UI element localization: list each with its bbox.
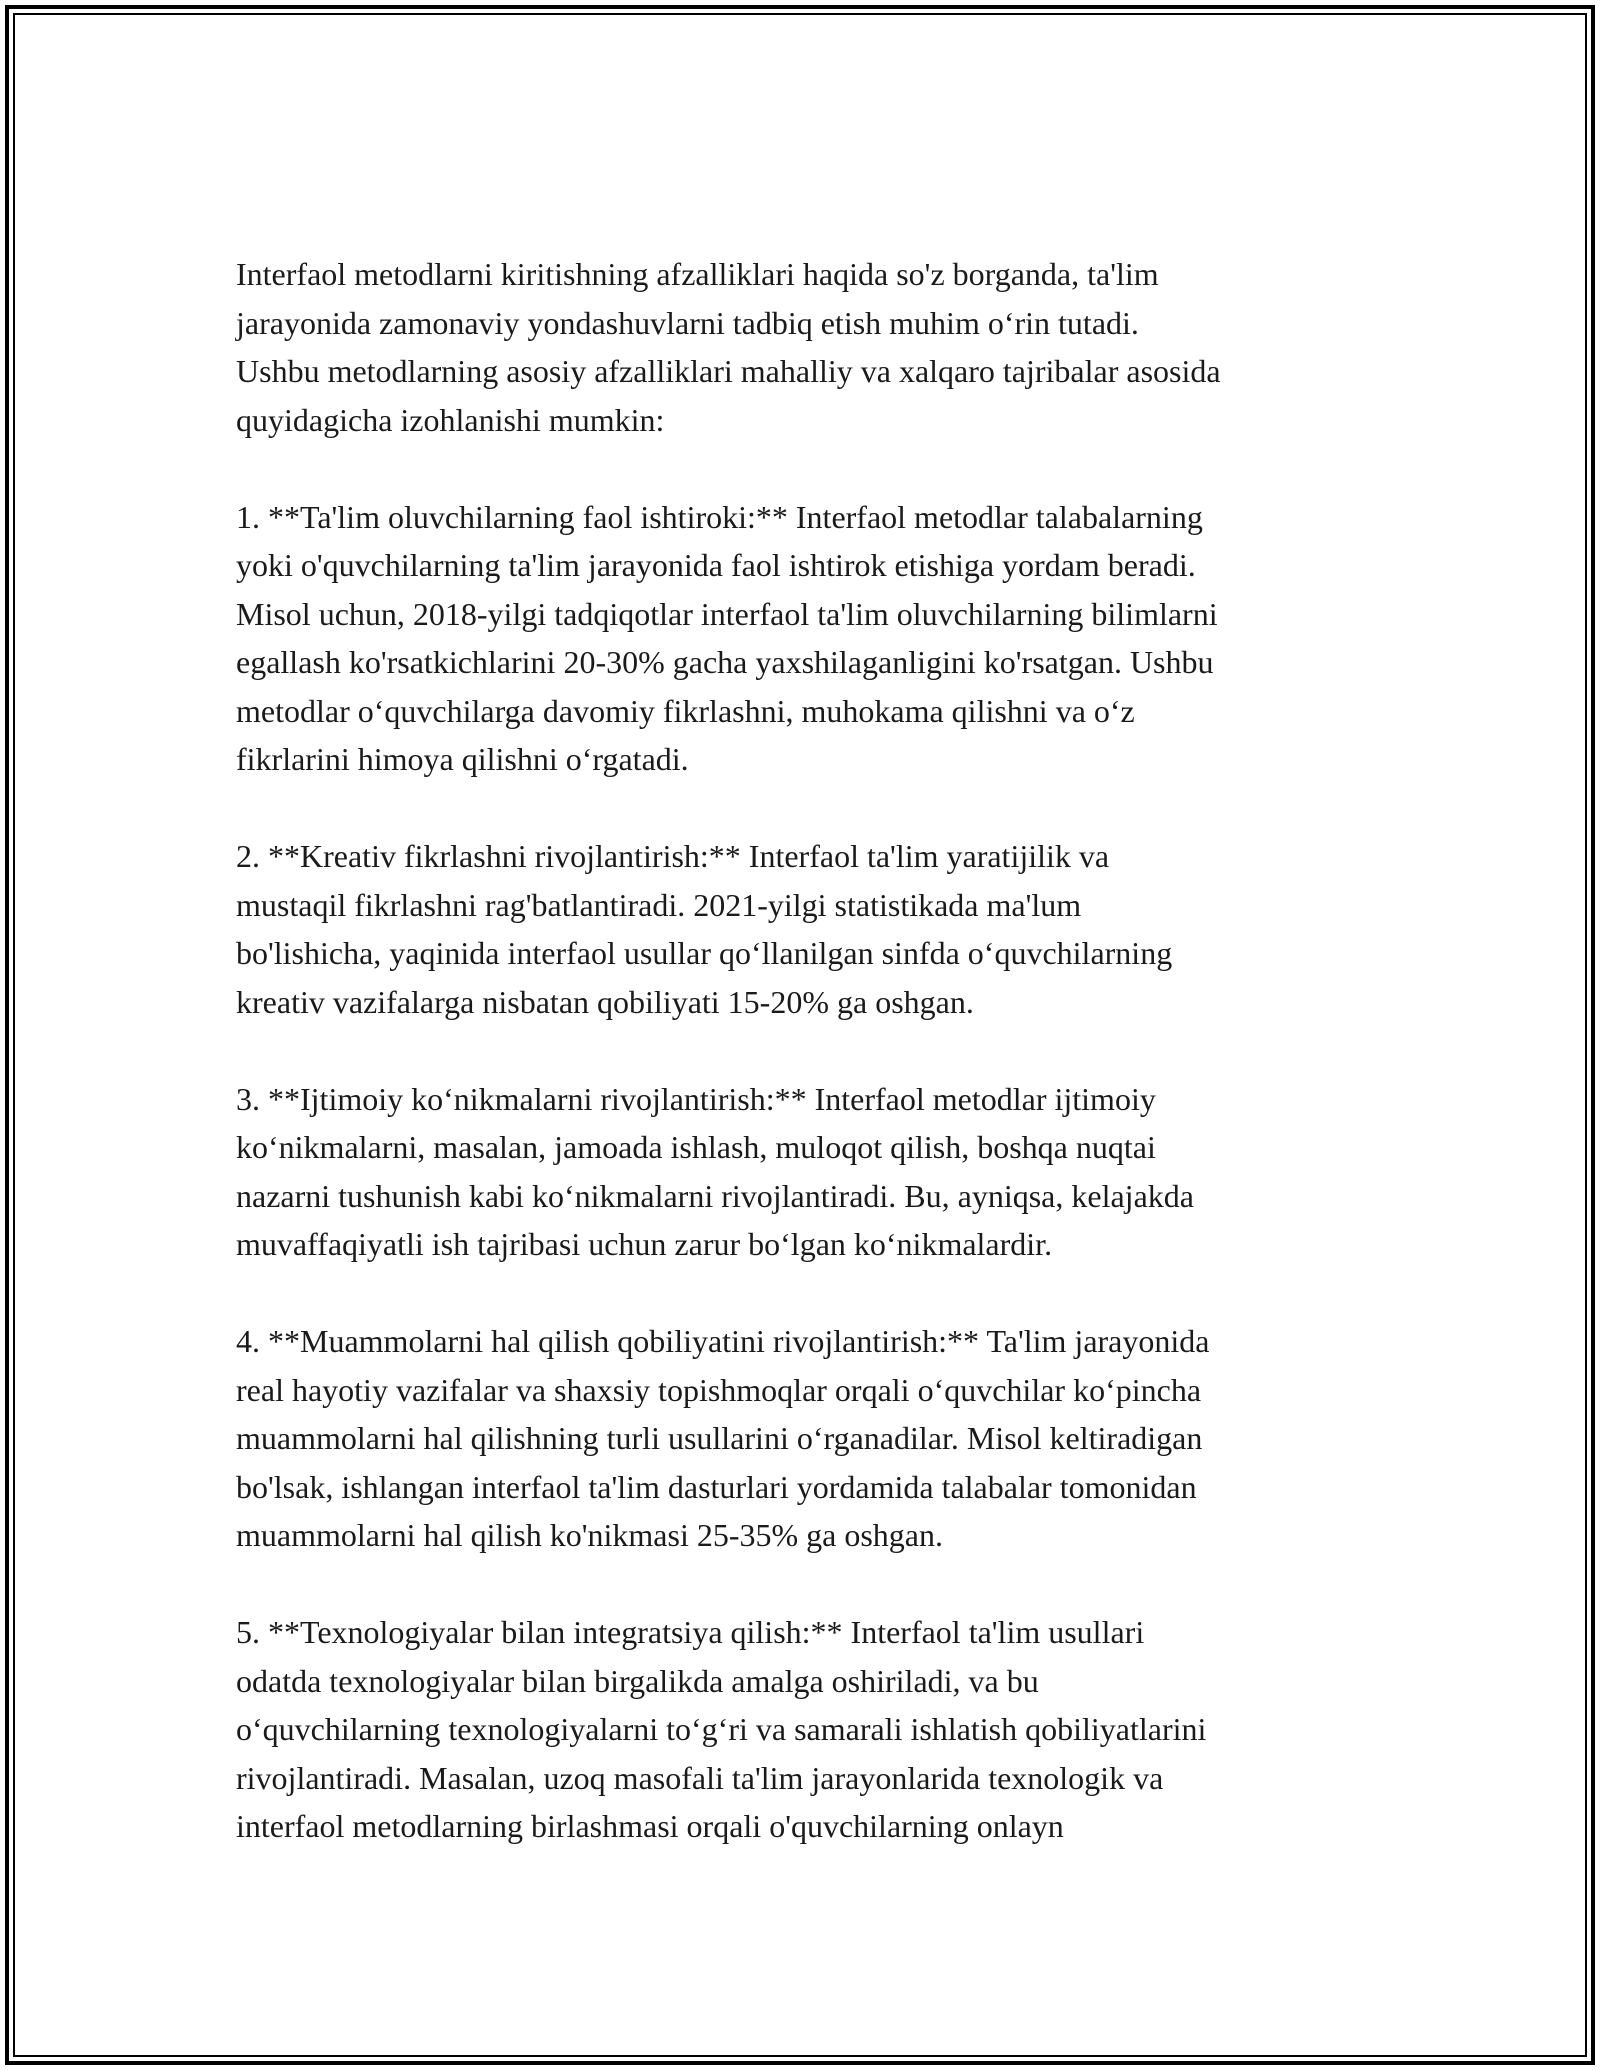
text-line: mustaqil fikrlashni rag'batlantiradi. 2021-yilgi statistikada ma'lum [236, 886, 1082, 923]
text-line: metodlar o‘quvchilarga davomiy fikrlashni, muhokama qilishni va o‘z [236, 692, 1135, 729]
text-line: egallash ko'rsatkichlarini 20-30% gacha yaxshilaganligini ko'rsatgan. Ushbu [236, 644, 1214, 680]
text-line: 1. **Ta'lim oluvchilarning faol ishtiroki:** Interfaol metodlar talabalarning [236, 498, 1203, 535]
list-item-2 [236, 832, 1386, 1026]
list-item-3 [236, 1075, 1386, 1269]
text-line: 5. **Texnologiyalar bilan integratsiya qilish:** Interfaol ta'lim usullari [236, 1614, 1145, 1650]
text-line: Interfaol metodlarni kiritishning afzalliklari haqida so'z borganda, ta'lim [236, 256, 1159, 292]
text-line: ko‘nikmalarni, masalan, jamoada ishlash, muloqot qilish, boshqa nuqtai [236, 1129, 1156, 1165]
text-line: 4. **Muammolarni hal qilish qobiliyatini rivojlantirish:** Ta'lim jarayonida [236, 1323, 1210, 1359]
text-line: nazarni tushunish kabi ko‘nikmalarni rivojlantiradi. Bu, ayniqsa, kelajakda [236, 1177, 1194, 1214]
text-line: 3. **Ijtimoiy ko‘nikmalarni rivojlantirish:** Interfaol metodlar ijtimoiy [236, 1080, 1156, 1117]
text-line: o‘quvchilarning texnologiyalarni to‘g‘ri va samarali ishlatish qobiliyatlarini [236, 1711, 1207, 1747]
text-line: muammolarni hal qilish ko'nikmasi 25-35% ga oshgan. [236, 1517, 943, 1553]
text-line: real hayotiy vazifalar va shaxsiy topishmoqlar orqali o‘quvchilar ko‘pincha [236, 1371, 1202, 1408]
text-line: jarayonida zamonaviy yondashuvlarni tadbiq etish muhim o‘rin tutadi. [236, 304, 1139, 341]
text-line: odatda texnologiyalar bilan birgalikda amalga oshiriladi, va bu [236, 1662, 1039, 1699]
text-line: Ushbu metodlarning asosiy afzalliklari mahalliy va xalqaro tajribalar asosida [236, 353, 1221, 389]
text-line: muammolarni hal qilishning turli usullarini o‘rganadilar. Misol keltiradigan [236, 1420, 1203, 1456]
text-line: 2. **Kreativ fikrlashni rivojlantirish:** Interfaol ta'lim yaratijilik va [236, 838, 1110, 874]
text-line: bo'lishicha, yaqinida interfaol usullar qo‘llanilgan sinfda o‘quvchilarning [236, 935, 1173, 971]
text-line: muvaffaqiyatli ish tajribasi uchun zarur bo‘lgan ko‘nikmalardir. [236, 1226, 1053, 1262]
text-line: yoki o'quvchilarning ta'lim jarayonida faol ishtirok etishiga yordam beradi. [236, 547, 1196, 583]
text-line: quyidagicha izohlanishi mumkin: [236, 401, 665, 438]
text-line: bo'lsak, ishlangan interfaol ta'lim dasturlari yordamida talabalar tomonidan [236, 1468, 1197, 1505]
document-body [236, 250, 1386, 1899]
text-line: interfaol metodlarning birlashmasi orqali o'quvchilarning onlayn [236, 1808, 1064, 1844]
text-line: fikrlarini himoya qilishni o‘rgatadi. [236, 741, 689, 777]
list-item-5 [236, 1608, 1386, 1851]
text-line: Misol uchun, 2018-yilgi tadqiqotlar interfaol ta'lim oluvchilarning bilimlarni [236, 595, 1218, 632]
intro-paragraph [236, 250, 1386, 444]
text-line: rivojlantiradi. Masalan, uzoq masofali ta'lim jarayonlarida texnologik va [236, 1759, 1164, 1796]
list-item-1 [236, 493, 1386, 784]
list-item-4 [236, 1317, 1386, 1560]
text-line: kreativ vazifalarga nisbatan qobiliyati 15-20% ga oshgan. [236, 983, 974, 1020]
